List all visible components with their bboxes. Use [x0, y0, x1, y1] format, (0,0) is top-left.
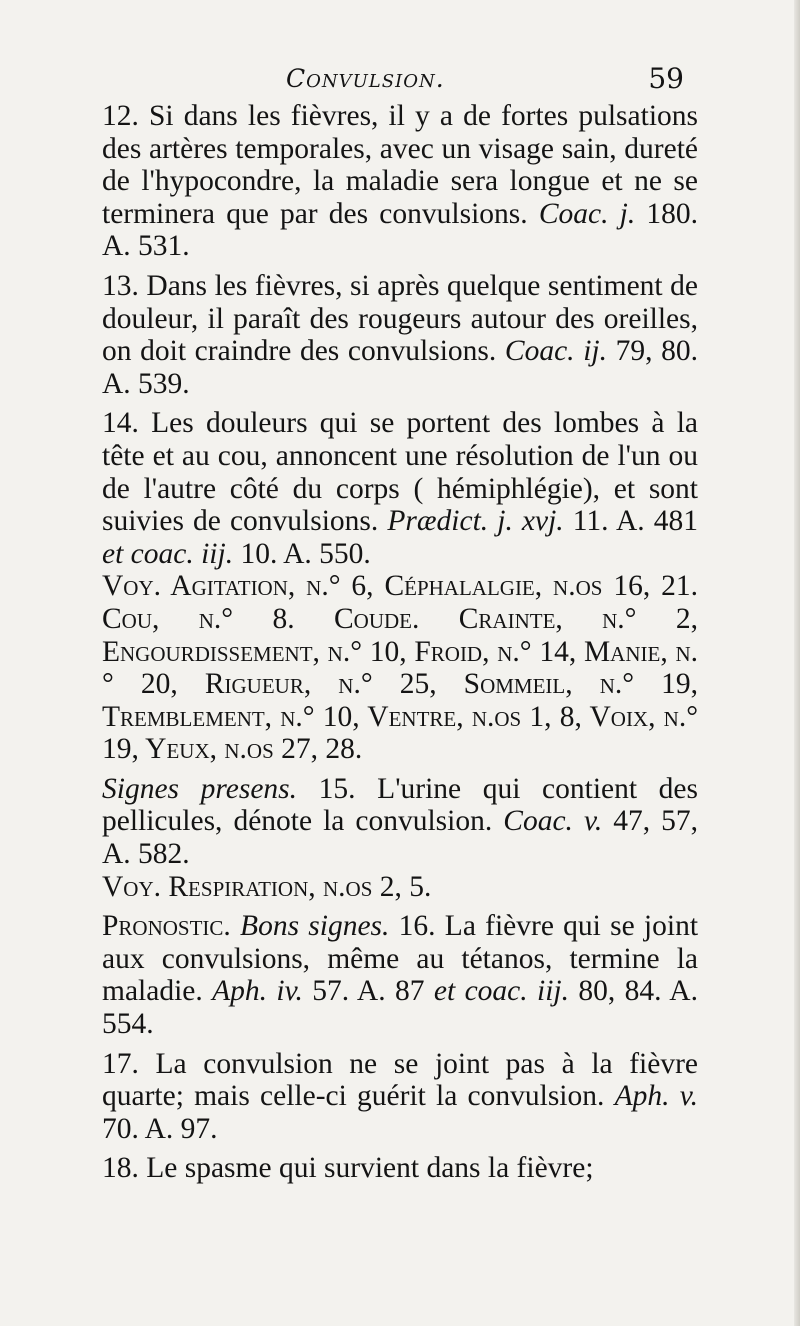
section-heading-pronostic: Pronostic.	[102, 910, 231, 943]
cross-reference-respiration	[62, 871, 698, 904]
citation: Aph. v.	[614, 1080, 698, 1113]
citation-detail: 47, 57, A. 582.	[102, 805, 699, 871]
citation-second-detail: 80, 84. A. 554.	[102, 975, 698, 1041]
paragraph-13	[62, 270, 698, 400]
paragraph-number: 15.	[318, 772, 356, 805]
cross-reference-list	[62, 570, 698, 766]
paragraph-text: La fièvre qui se joint aux convulsions, même au tétanos, termine la maladie.	[102, 910, 699, 1008]
cross-reference-text: Voy. Agitation, n.° 6, Céphalalgie, n.os 16, 21. Cou, n.° 8. Coude. Crainte, n.° 2, Engourdissement, n.° 10, Froid, n.° 14, Manie, n.° 20, Rigueur, n.° 25, Sommeil, n.° 19, Tremblement, n.° 10, Ventre, n.os 1, 8, Voix, n.° 19, Yeux, n.os 27, 28.	[102, 570, 698, 766]
paragraph-18	[62, 1152, 698, 1185]
paragraph-16	[62, 910, 698, 1040]
body-text	[62, 100, 698, 1185]
page-number: 59	[648, 62, 684, 95]
citation-second: et coac. iij.	[102, 537, 234, 570]
paragraph-number: 17.	[102, 1047, 139, 1080]
citation-second-detail: 10. A. 550.	[240, 537, 371, 570]
paragraph-number: 16.	[398, 910, 436, 943]
section-heading: Signes presens.	[102, 772, 298, 805]
paragraph-text: L'urine qui contient des pellicules, dénote la convulsion.	[102, 772, 699, 838]
paragraph-text: La convulsion ne se joint pas à la fièvre quarte; mais celle-ci guérit la convulsion.	[102, 1047, 699, 1113]
paragraph-14	[62, 407, 698, 570]
subsection-heading: Bons signes.	[240, 910, 390, 943]
citation: Prædict. j. xvj.	[387, 505, 564, 538]
citation: Coac. j.	[538, 197, 636, 230]
citation-detail: 79, 80. A. 539.	[102, 335, 699, 400]
citation-detail: 70. A. 97.	[102, 1112, 218, 1145]
running-title: Convulsion.	[286, 64, 445, 93]
paragraph-17	[62, 1048, 698, 1146]
paragraph-15	[62, 773, 698, 871]
paragraph-number: 18.	[102, 1152, 139, 1185]
citation-detail: 11. A. 481	[572, 505, 698, 538]
page-edge	[794, 0, 800, 1326]
citation-detail: 57. A. 87	[312, 975, 425, 1008]
citation-detail: 180. A. 531.	[102, 197, 699, 263]
paragraph-12	[62, 100, 698, 263]
citation: Coac. v.	[503, 805, 603, 838]
paragraph-text: Les douleurs qui se portent des lombes à la tête et au cou, annoncent une résolution de l'un ou de l'autre côté du corps ( hémiphlégie), et sont suivies de convulsions.	[102, 407, 698, 538]
paragraph-text: Le spasme qui survient dans la fièvre;	[146, 1152, 594, 1185]
cross-reference-text: Voy. Respiration, n.os 2, 5.	[102, 870, 432, 903]
citation-second: et coac. iij.	[433, 975, 570, 1008]
paragraph-number: 12.	[102, 100, 139, 132]
paragraph-text: Si dans les fièvres, il y a de fortes pulsations des artères temporales, avec un visage sain, dureté de l'hypocondre, la maladie sera longue et ne se terminera que par des convulsions.	[102, 100, 698, 230]
citation: Aph. iv.	[212, 975, 303, 1008]
paragraph-text: Dans les fièvres, si après quelque sentiment de douleur, il paraît des rougeurs autour des oreilles, on doit craindre des convulsions.	[102, 269, 698, 368]
paragraph-number: 14.	[102, 407, 139, 440]
citation: Coac. ij.	[504, 335, 607, 368]
running-head	[64, 62, 684, 98]
paragraph-number: 13.	[102, 269, 139, 302]
